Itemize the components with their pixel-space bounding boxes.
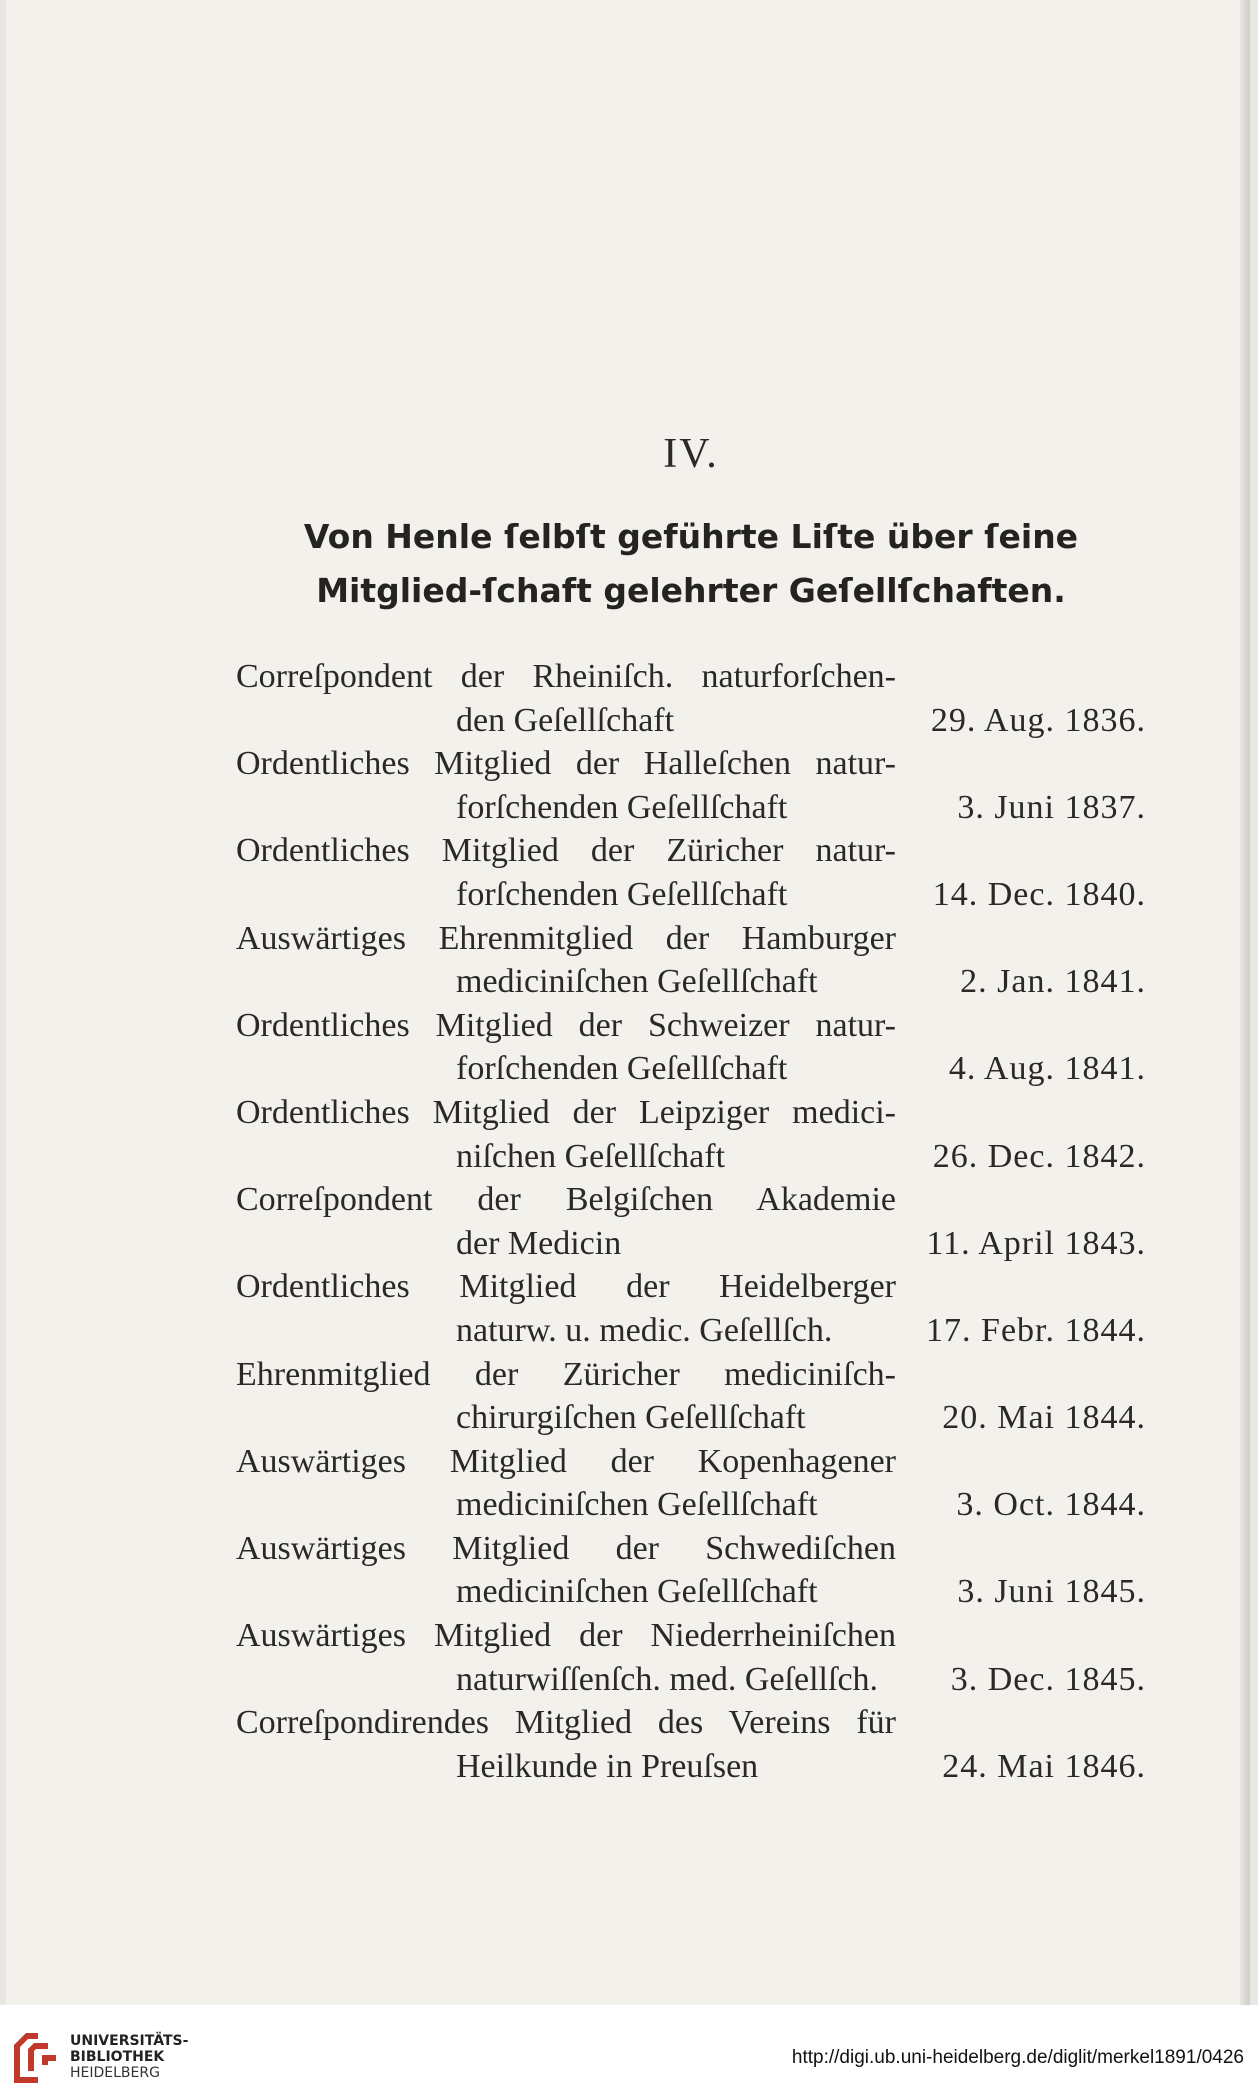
entry-title: Ordentliches Mitglied der Heidelberger <box>236 1268 896 1306</box>
entry-continuation: der Medicin <box>456 1224 622 1262</box>
entry-title: Ordentliches Mitglied der Züricher natur- <box>236 832 896 870</box>
list-entry <box>236 1353 1146 1440</box>
viewer-footer <box>0 2005 1258 2100</box>
entry-date: 17. Febr. 1844. <box>926 1311 1146 1349</box>
entry-second-line <box>236 1396 1146 1440</box>
entry-second-line <box>236 786 1146 830</box>
entry-title: Ordentliches Mitglied der Leipziger medici- <box>236 1093 896 1131</box>
entry-date: 20. Mai 1844. <box>942 1399 1146 1437</box>
permalink-url[interactable]: http://digi.ub.uni-heidelberg.de/diglit/merkel1891/0426 <box>791 2047 1244 2068</box>
entry-second-line <box>236 1745 1146 1789</box>
entry-date: 11. April 1843. <box>926 1224 1146 1262</box>
list-entry <box>236 1265 1146 1352</box>
section-heading: Von Henle ſelbſt geführte Liſte über ſeine Mitglied-ſchaft gelehrter Geſellſchaften. <box>303 517 1079 610</box>
list-entry <box>236 742 1146 829</box>
list-entry <box>236 1440 1146 1527</box>
list-entry <box>236 1178 1146 1265</box>
entry-date: 2. Jan. 1841. <box>960 963 1146 1001</box>
entry-continuation: niſchen Geſellſchaft <box>456 1137 726 1175</box>
entry-date: 14. Dec. 1840. <box>932 875 1146 913</box>
library-name-line-1: UNIVERSITÄTS- <box>70 2033 189 2049</box>
entry-continuation: forſchenden Geſellſchaft <box>456 788 788 826</box>
entry-second-line <box>236 1047 1146 1091</box>
entry-date: 3. Juni 1837. <box>957 788 1146 826</box>
entry-continuation: mediciniſchen Geſellſchaft <box>456 1486 818 1524</box>
entry-date: 3. Oct. 1844. <box>956 1486 1146 1524</box>
list-entry <box>236 1004 1146 1091</box>
entry-date: 3. Juni 1845. <box>957 1573 1146 1611</box>
entry-continuation: forſchenden Geſellſchaft <box>456 1050 788 1088</box>
entry-second-line <box>236 1222 1146 1266</box>
entry-second-line <box>236 1135 1146 1179</box>
entry-continuation: forſchenden Geſellſchaft <box>456 875 788 913</box>
entry-title: Auswärtiges Mitglied der Niederrheiniſchen <box>236 1617 896 1655</box>
entry-continuation: mediciniſchen Geſellſchaft <box>456 963 818 1001</box>
entry-second-line <box>236 1309 1146 1353</box>
entry-continuation: chirurgiſchen Geſellſchaft <box>456 1399 806 1437</box>
membership-list <box>236 655 1146 1788</box>
entry-title: Ordentliches Mitglied der Schweizer natur- <box>236 1006 896 1044</box>
entry-date: 24. Mai 1846. <box>942 1747 1146 1785</box>
list-entry <box>236 1527 1146 1614</box>
entry-title: Correſpondirendes Mitglied des Vereins für <box>236 1704 896 1742</box>
entry-continuation: den Geſellſchaft <box>456 701 675 739</box>
entry-second-line <box>236 1570 1146 1614</box>
library-name-line-2: BIBLIOTHEK <box>70 2049 165 2065</box>
list-entry <box>236 917 1146 1004</box>
entry-date: 29. Aug. 1836. <box>930 701 1146 739</box>
list-entry <box>236 1614 1146 1701</box>
entry-date: 26. Dec. 1842. <box>932 1137 1146 1175</box>
entry-title: Correſpondent der Belgiſchen Akademie <box>236 1181 896 1219</box>
entry-continuation: naturwiſſenſch. med. Geſellſch. <box>456 1660 879 1698</box>
entry-continuation: Heilkunde in Preuſsen <box>456 1747 759 1785</box>
university-library-logo-icon <box>8 2025 64 2087</box>
list-entry <box>236 655 1146 742</box>
entry-title: Ordentliches Mitglied der Halleſchen natur- <box>236 745 896 783</box>
list-entry <box>236 829 1146 916</box>
entry-second-line <box>236 1658 1146 1702</box>
entry-title: Auswärtiges Mitglied der Kopenhagener <box>236 1442 896 1480</box>
entry-second-line <box>236 960 1146 1004</box>
section-numeral: IV. <box>663 431 719 477</box>
entry-continuation: mediciniſchen Geſellſchaft <box>456 1573 818 1611</box>
list-entry <box>236 1091 1146 1178</box>
entry-continuation: naturw. u. medic. Geſellſch. <box>456 1311 833 1349</box>
entry-title: Auswärtiges Ehrenmitglied der Hamburger <box>236 919 896 957</box>
library-name <box>70 2033 188 2081</box>
document-page <box>6 0 1250 2005</box>
entry-title: Ehrenmitglied der Züricher mediciniſch- <box>236 1355 896 1393</box>
entry-title: Correſpondent der Rheiniſch. naturforſchen- <box>236 658 896 695</box>
entry-second-line <box>236 699 1146 743</box>
entry-date: 4. Aug. 1841. <box>948 1050 1146 1088</box>
library-name-line-3: HEIDELBERG <box>70 2065 160 2081</box>
page-edge-shadow <box>1240 0 1250 2005</box>
entry-title: Auswärtiges Mitglied der Schwediſchen <box>236 1529 896 1567</box>
entry-date: 3. Dec. 1845. <box>950 1660 1146 1698</box>
entry-second-line <box>236 1483 1146 1527</box>
list-entry <box>236 1701 1146 1788</box>
entry-second-line <box>236 873 1146 917</box>
